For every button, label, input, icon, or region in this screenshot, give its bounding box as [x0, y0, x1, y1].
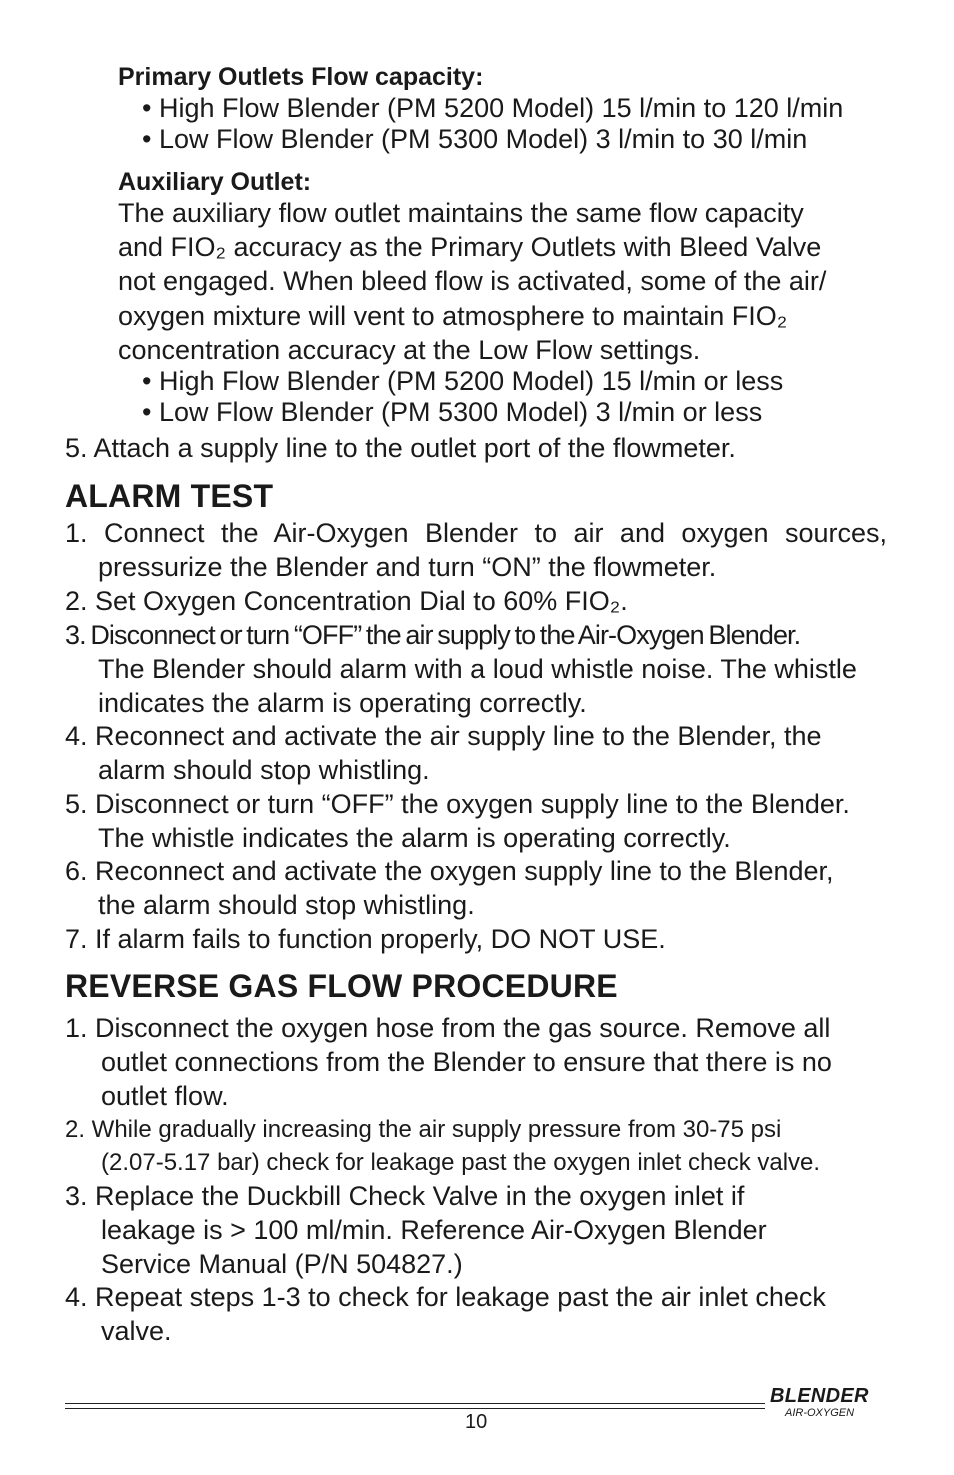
reverse-gas-flow-line: 2. While gradually increasing the air supply pressure from 30-75 psi [65, 1116, 782, 1143]
reverse-gas-flow-line: 4. Repeat steps 1-3 to check for leakage past the air inlet check [65, 1282, 826, 1312]
auxiliary-outlet-line: The auxiliary flow outlet maintains the same flow capacity [118, 198, 804, 228]
reverse-gas-flow-line: Service Manual (P/N 504827.) [101, 1249, 463, 1279]
reverse-gas-flow-line: outlet flow. [101, 1081, 229, 1111]
alarm-test-line: 6. Reconnect and activate the oxygen supply line to the Blender, [65, 856, 834, 886]
footer-rule-top [65, 1403, 765, 1404]
alarm-test-line: 7. If alarm fails to function properly, DO NOT USE. [65, 924, 666, 954]
reverse-gas-flow-line: 3. Replace the Duckbill Check Valve in the oxygen inlet if [65, 1181, 745, 1211]
auxiliary-outlet-item-low: • Low Flow Blender (PM 5300 Model) 3 l/min or less [142, 397, 763, 427]
alarm-test-line: The whistle indicates the alarm is operating correctly. [98, 823, 731, 853]
alarm-test-line: 1. Connect the Air-Oxygen Blender to air and oxygen sources, [65, 518, 887, 548]
brand-logo-text: BLENDER [770, 1385, 869, 1407]
auxiliary-outlet-line: oxygen mixture will vent to atmosphere to maintain FIO₂ [118, 301, 788, 331]
reverse-gas-flow-title: REVERSE GAS FLOW PROCEDURE [65, 968, 618, 1004]
page-number: 10 [465, 1411, 488, 1433]
primary-outlets-item-low: • Low Flow Blender (PM 5300 Model) 3 l/min to 30 l/min [142, 124, 808, 154]
auxiliary-outlet-line: not engaged. When bleed flow is activated, some of the air/ [118, 266, 827, 296]
brand-logo-subtext: AIR-OXYGEN [785, 1407, 855, 1419]
reverse-gas-flow-line: leakage is > 100 ml/min. Reference Air-Oxygen Blender [101, 1215, 767, 1245]
alarm-test-line: 2. Set Oxygen Concentration Dial to 60% FIO₂. [65, 586, 628, 616]
alarm-test-line: 5. Disconnect or turn “OFF” the oxygen supply line to the Blender. [65, 789, 850, 819]
reverse-gas-flow-line: valve. [101, 1316, 172, 1346]
alarm-test-title: ALARM TEST [65, 478, 274, 514]
auxiliary-outlet-line: and FIO₂ accuracy as the Primary Outlets with Bleed Valve [118, 232, 822, 262]
reverse-gas-flow-line: (2.07-5.17 bar) check for leakage past the oxygen inlet check valve. [101, 1149, 821, 1176]
alarm-test-line: 3. Disconnect or turn “OFF” the air supply to the Air-Oxygen Blender. [65, 620, 801, 650]
alarm-test-line: The Blender should alarm with a loud whistle noise. The whistle [98, 654, 857, 684]
reverse-gas-flow-line: outlet connections from the Blender to ensure that there is no [101, 1047, 832, 1077]
primary-outlets-item-high: • High Flow Blender (PM 5200 Model) 15 l/min to 120 l/min [142, 93, 844, 123]
alarm-test-line: the alarm should stop whistling. [98, 890, 475, 920]
auxiliary-outlet-item-high: • High Flow Blender (PM 5200 Model) 15 l/min or less [142, 366, 784, 396]
alarm-test-line: pressurize the Blender and turn “ON” the flowmeter. [98, 552, 717, 582]
auxiliary-outlet-line: concentration accuracy at the Low Flow settings. [118, 335, 701, 365]
auxiliary-outlet-heading: Auxiliary Outlet: [118, 168, 312, 196]
footer-rule-bottom [65, 1408, 765, 1409]
primary-outlets-heading: Primary Outlets Flow capacity: [118, 63, 484, 91]
alarm-test-line: alarm should stop whistling. [98, 755, 430, 785]
reverse-gas-flow-line: 1. Disconnect the oxygen hose from the gas source. Remove all [65, 1013, 831, 1043]
step-5-attach-supply: 5. Attach a supply line to the outlet port of the flowmeter. [65, 433, 736, 463]
alarm-test-line: 4. Reconnect and activate the air supply line to the Blender, the [65, 721, 822, 751]
alarm-test-line: indicates the alarm is operating correctly. [98, 688, 587, 718]
